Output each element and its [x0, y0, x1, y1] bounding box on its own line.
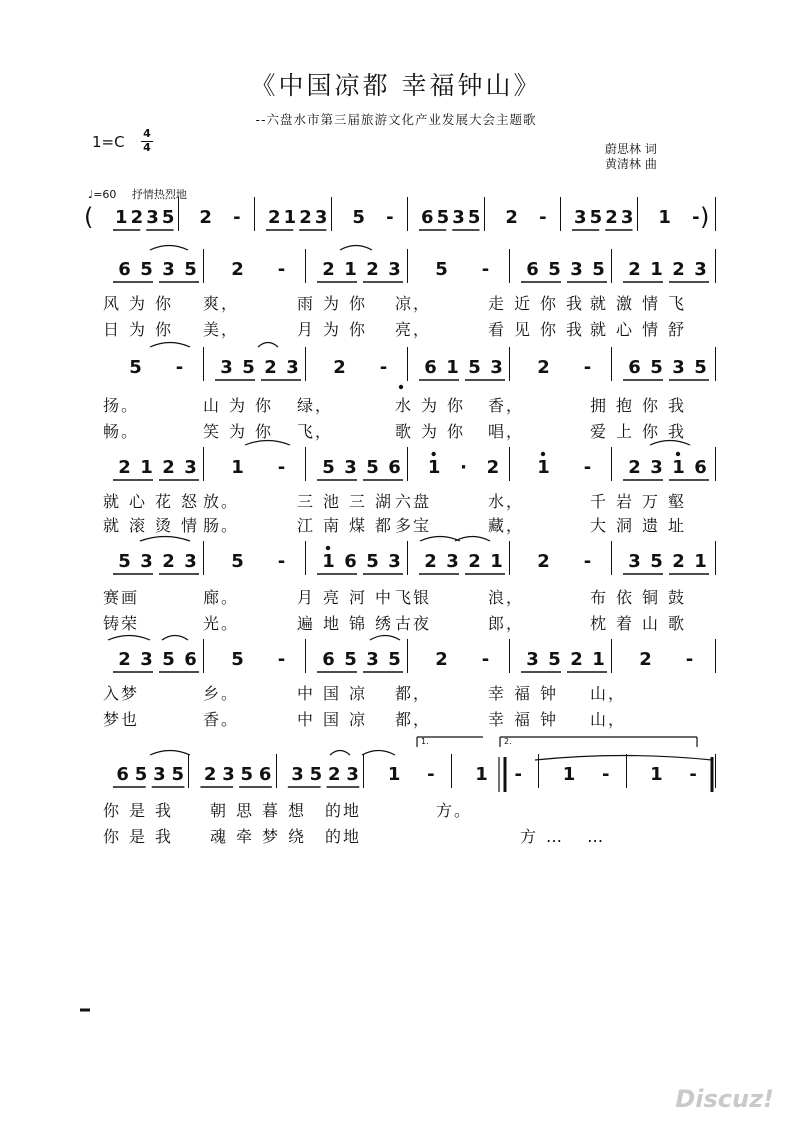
- note-row7: 5: [171, 764, 185, 785]
- lyric-r2v1: 爽，: [203, 294, 240, 313]
- lyric-r4v2: 藏，: [488, 516, 525, 535]
- lyric-r5v2: 古夜: [395, 614, 432, 633]
- note-row4: 2: [628, 457, 641, 478]
- lyric-r6v2: 香。: [203, 710, 240, 729]
- note-row6: 2: [570, 649, 583, 670]
- note-row7: 1: [562, 764, 576, 785]
- note-row3: 5: [468, 357, 481, 378]
- lyric-r7v2: 你是我: [103, 827, 182, 846]
- note-row2: 5: [140, 259, 153, 280]
- note-row2: 6: [526, 259, 539, 280]
- lyric-r4v1: 放。: [203, 492, 240, 511]
- note-row1: 5: [589, 207, 603, 228]
- note-row2: 2: [628, 259, 641, 280]
- lyric-r2v1: 就激情飞: [590, 294, 695, 313]
- note-row4: 6: [694, 457, 707, 478]
- slur: [150, 751, 190, 756]
- note-row5: 3: [184, 551, 197, 572]
- lyric-r4v1: 六盘: [395, 492, 432, 511]
- note-row3: -: [379, 357, 388, 378]
- lyric-r5v1: 飞银: [395, 588, 432, 607]
- note-row2: -: [277, 259, 286, 280]
- note-row5: 1: [490, 551, 503, 572]
- lyric-r2v2: 月为你: [297, 320, 376, 339]
- note-row7: -: [514, 764, 523, 785]
- lyric-r3v1: 绿，: [297, 396, 334, 415]
- intro-open-paren: (: [84, 203, 94, 231]
- note-row4: 1: [140, 457, 153, 478]
- time-signature-top: 4: [143, 127, 151, 140]
- lyric-r5v1: 廊。: [203, 588, 240, 607]
- note-row5: 5: [366, 551, 379, 572]
- lyric-r7v2: 魂牵梦绕: [210, 827, 315, 846]
- note-row5: 1: [694, 551, 707, 572]
- note-row6: 1: [592, 649, 605, 670]
- note-row2: 3: [570, 259, 583, 280]
- note-row7: 1: [475, 764, 488, 785]
- lyric-r3v2: 飞，: [297, 422, 334, 441]
- lyric-r6v2: 中国凉: [297, 710, 376, 729]
- note-row4: -: [583, 457, 592, 478]
- note-row7: 3: [222, 764, 235, 785]
- note-row7: 1: [650, 764, 663, 785]
- note-row2: 3: [162, 259, 175, 280]
- note-row1: -: [539, 207, 547, 228]
- lyric-r6v1: 乡。: [203, 684, 240, 703]
- lyric-r2v2: 亮，: [395, 320, 432, 339]
- lyric-r5v1: 月亮河中: [297, 588, 402, 607]
- note-row3: 1: [446, 357, 459, 378]
- slur: [150, 343, 190, 348]
- lyric-r2v1: 走近你我: [488, 294, 593, 313]
- lyric-r2v2: 日为你: [103, 320, 182, 339]
- lyric-r7v1: 的地: [325, 801, 362, 820]
- note-row1: -: [386, 207, 394, 228]
- note-row5: 3: [140, 551, 153, 572]
- lyric-r4v2: 江南煤都: [297, 516, 402, 535]
- note-row5: -: [277, 551, 286, 572]
- note-row4: 1: [427, 457, 441, 478]
- lyric-r3v2: 唱，: [488, 422, 525, 441]
- note-row2: 1: [650, 259, 663, 280]
- note-row5: 5: [231, 551, 244, 572]
- slur: [150, 246, 188, 251]
- lyric-r4v1: 就心花怒: [103, 492, 208, 511]
- note-row1: 3: [452, 207, 465, 228]
- note-row4: 6: [388, 457, 401, 478]
- lyric-r5v2: 郎，: [488, 614, 525, 633]
- note-row2: 3: [388, 259, 401, 280]
- song-title: 《中国凉都 幸福钟山》: [250, 71, 542, 100]
- lyric-r7v1: 你是我: [103, 801, 182, 820]
- note-row7: 5: [240, 764, 254, 785]
- note-row7: 3: [346, 764, 359, 785]
- note-row6: 2: [639, 649, 652, 670]
- slur: [245, 441, 290, 446]
- lyric-r6v1: 山，: [590, 684, 627, 703]
- lyric-r7v1: 朝思暮想: [210, 801, 315, 820]
- lyric-r4v2: 就滚烫情: [103, 516, 208, 535]
- note-row6: 5: [388, 649, 401, 670]
- note-row6: 6: [322, 649, 335, 670]
- note-row6: 5: [344, 649, 357, 670]
- slur: [340, 246, 372, 251]
- lyric-r4v1: 水，: [488, 492, 525, 511]
- high-octave-dot: [676, 452, 680, 456]
- note-row7: -: [427, 764, 435, 785]
- note-row4: 1: [537, 457, 550, 478]
- note-row2: 5: [548, 259, 561, 280]
- lyric-r4v2: 肠。: [203, 516, 240, 535]
- lyric-r6v2: 幸福钟: [488, 710, 567, 729]
- lyric-r3v2: 歌为你: [395, 422, 474, 441]
- note-row6: 3: [366, 649, 379, 670]
- note-row6: 2: [435, 649, 448, 670]
- note-row7: 6: [258, 764, 272, 785]
- lyric-r2v1: 雨为你: [297, 294, 376, 313]
- lyric-r6v1: 中国凉: [297, 684, 376, 703]
- note-row7: -: [689, 764, 697, 785]
- note-row5: 3: [628, 551, 641, 572]
- note-row2: 2: [672, 259, 685, 280]
- lyric-r3v2: 爱上你我: [590, 422, 695, 441]
- note-row1: 1: [283, 207, 297, 228]
- note-row5: 5: [118, 551, 131, 572]
- note-row7: 5: [134, 764, 148, 785]
- note-row6: 5: [548, 649, 561, 670]
- note-row3: 2: [333, 357, 346, 378]
- note-row7: 5: [309, 764, 323, 785]
- lyric-r6v1: 入梦: [103, 684, 140, 703]
- note-row5: 2: [468, 551, 481, 572]
- lyric-r4v2: 大洞遗址: [590, 516, 695, 535]
- note-row3: -: [175, 357, 184, 378]
- note-row3: 3: [490, 357, 503, 378]
- note-row4: 1: [672, 457, 685, 478]
- lyric-r4v1: 千岩万壑: [590, 492, 695, 511]
- note-row1: 5: [467, 207, 481, 228]
- note-row1: 1: [658, 207, 671, 228]
- note-row7: 1: [387, 764, 401, 785]
- note-row2: 5: [184, 259, 197, 280]
- note-row6: -: [277, 649, 286, 670]
- lyric-r2v1: 风为你: [103, 294, 182, 313]
- lyric-r2v2: 美，: [203, 320, 240, 339]
- lyricist-credit: 蔚思林 词: [605, 142, 657, 156]
- lyric-r6v1: 幸福钟: [488, 684, 567, 703]
- note-row4: 2: [118, 457, 131, 478]
- note-row5: 2: [672, 551, 685, 572]
- slur: [420, 537, 460, 542]
- note-row5: 3: [446, 551, 459, 572]
- note-row1: 3: [574, 207, 587, 228]
- lyric-r5v1: 浪，: [488, 588, 525, 607]
- note-row4: 5: [366, 457, 379, 478]
- note-row4: 2: [162, 457, 175, 478]
- note-row2: -: [481, 259, 490, 280]
- time-signature-bottom: 4: [143, 141, 151, 154]
- lyric-r5v2: 铸荣: [103, 614, 140, 633]
- composer-credit: 黄清林 曲: [605, 157, 657, 171]
- note-row1: 2: [605, 207, 618, 228]
- note-row1: 5: [436, 207, 450, 228]
- note-row7: 2: [327, 764, 341, 785]
- note-row2: 6: [118, 259, 131, 280]
- note-row4: 3: [344, 457, 357, 478]
- note-row5: 2: [424, 551, 437, 572]
- note-row3: 3: [220, 357, 233, 378]
- lyric-r2v2: 就心情舒: [590, 320, 695, 339]
- note-row5: 1: [322, 551, 335, 572]
- lyric-r5v1: 赛画: [103, 588, 140, 607]
- low-octave-dot: [399, 385, 403, 389]
- note-row4: 1: [231, 457, 244, 478]
- note-row1: 1: [115, 207, 128, 228]
- note-row2: 2: [322, 259, 335, 280]
- lyric-r3v1: 山为你: [203, 396, 282, 415]
- note-row3: 6: [628, 357, 641, 378]
- slur: [370, 636, 400, 641]
- lyric-r6v2: 梦也: [103, 710, 140, 729]
- lyric-r6v2: 都，: [395, 710, 432, 729]
- note-row3: 5: [650, 357, 663, 378]
- lyric-r3v2: 畅。: [103, 422, 140, 441]
- lyric-r5v1: 布依铜鼓: [590, 588, 695, 607]
- lyric-r4v1: 三池三湖: [297, 492, 402, 511]
- slur: [330, 751, 350, 756]
- note-row4: -: [277, 457, 286, 478]
- note-row6: -: [685, 649, 694, 670]
- lyric-r5v2: 枕着山歌: [590, 614, 695, 633]
- fermata-slur: [535, 756, 712, 761]
- note-row1: 5: [352, 207, 365, 228]
- high-octave-dot: [431, 452, 435, 456]
- note-row1: 3: [620, 207, 634, 228]
- note-row3: 2: [264, 357, 277, 378]
- note-row2: 5: [435, 259, 448, 280]
- note-row1: -: [692, 207, 700, 228]
- high-octave-dot: [541, 452, 545, 456]
- lyric-r7v1: 方。: [436, 801, 473, 820]
- lyric-r2v2: 看见你我: [488, 320, 593, 339]
- lyric-r3v1: 扬。: [103, 396, 140, 415]
- tempo-value: ♩=60: [88, 188, 117, 201]
- note-row7: -: [601, 764, 610, 785]
- intro-close-paren: ): [700, 203, 710, 231]
- slur: [162, 636, 188, 641]
- note-row6: 2: [118, 649, 131, 670]
- lyric-r3v1: 香，: [488, 396, 525, 415]
- slur: [108, 636, 150, 641]
- lyric-r3v1: 水为你: [395, 396, 474, 415]
- note-row7: 2: [203, 764, 217, 785]
- note-row2: 2: [231, 259, 244, 280]
- note-row5: -: [583, 551, 592, 572]
- note-row1: 2: [505, 207, 518, 228]
- note-row2: 2: [366, 259, 379, 280]
- note-row4: 3: [650, 457, 663, 478]
- volta-1-label: 1.: [421, 737, 429, 746]
- note-row1: 5: [161, 207, 175, 228]
- note-row2: 1: [344, 259, 357, 280]
- lyric-r3v2: 笑为你: [203, 422, 282, 441]
- note-row6: 5: [231, 649, 244, 670]
- lyric-r4v2: 多宝: [395, 516, 432, 535]
- note-row3: 6: [424, 357, 437, 378]
- lyric-r7v2: 的地: [325, 827, 362, 846]
- note-row3: -: [583, 357, 592, 378]
- note-row7: 3: [291, 764, 304, 785]
- lyric-r5v2: 光。: [203, 614, 240, 633]
- slur: [258, 343, 278, 348]
- note-row1: 2: [268, 207, 281, 228]
- note-row5: 5: [650, 551, 663, 572]
- lyric-r6v2: 山，: [590, 710, 627, 729]
- song-subtitle: --六盘水市第三届旅游文化产业发展大会主题歌: [255, 112, 537, 127]
- note-row3: 2: [537, 357, 550, 378]
- note-row4: ·: [460, 457, 467, 478]
- note-row4: 3: [184, 457, 197, 478]
- note-row1: 2: [130, 207, 144, 228]
- slur: [455, 537, 490, 542]
- note-row4: 2: [486, 457, 500, 478]
- note-row6: 3: [526, 649, 539, 670]
- lyric-r2v1: 凉，: [395, 294, 432, 313]
- slur: [140, 537, 190, 542]
- note-row2: 5: [592, 259, 605, 280]
- slur: [362, 751, 395, 756]
- note-row6: 5: [162, 649, 175, 670]
- volta-2-label: 2.: [504, 737, 512, 746]
- note-row6: 6: [184, 649, 197, 670]
- note-row3: 5: [694, 357, 707, 378]
- note-row1: 3: [146, 207, 159, 228]
- slur: [650, 441, 690, 446]
- lyric-r5v2: 遍地锦绣: [297, 614, 402, 633]
- note-row5: 6: [344, 551, 357, 572]
- note-row3: 5: [129, 357, 142, 378]
- note-row3: 3: [672, 357, 685, 378]
- note-row7: 3: [153, 764, 166, 785]
- note-row1: -: [233, 207, 241, 228]
- note-row4: 5: [322, 457, 335, 478]
- lyric-r3v1: 拥抱你我: [590, 396, 695, 415]
- note-row1: 2: [299, 207, 312, 228]
- note-row3: 5: [242, 357, 255, 378]
- high-octave-dot: [326, 546, 330, 550]
- note-row1: 3: [314, 207, 328, 228]
- note-row2: 3: [694, 259, 707, 280]
- watermark-logo: Discuz!: [675, 1085, 774, 1113]
- lyric-r7v2: 方… …: [520, 827, 614, 846]
- lyric-r6v1: 都，: [395, 684, 432, 703]
- note-row6: 3: [140, 649, 153, 670]
- note-row5: 3: [388, 551, 401, 572]
- note-row1: 2: [199, 207, 212, 228]
- note-row7: 6: [116, 764, 129, 785]
- note-row3: 3: [286, 357, 299, 378]
- note-row1: 6: [421, 207, 434, 228]
- note-row5: 2: [537, 551, 550, 572]
- note-row5: 2: [162, 551, 175, 572]
- note-row6: -: [481, 649, 490, 670]
- key-signature: 1=C: [92, 133, 125, 151]
- expression-mark: 抒情热烈地: [131, 188, 187, 201]
